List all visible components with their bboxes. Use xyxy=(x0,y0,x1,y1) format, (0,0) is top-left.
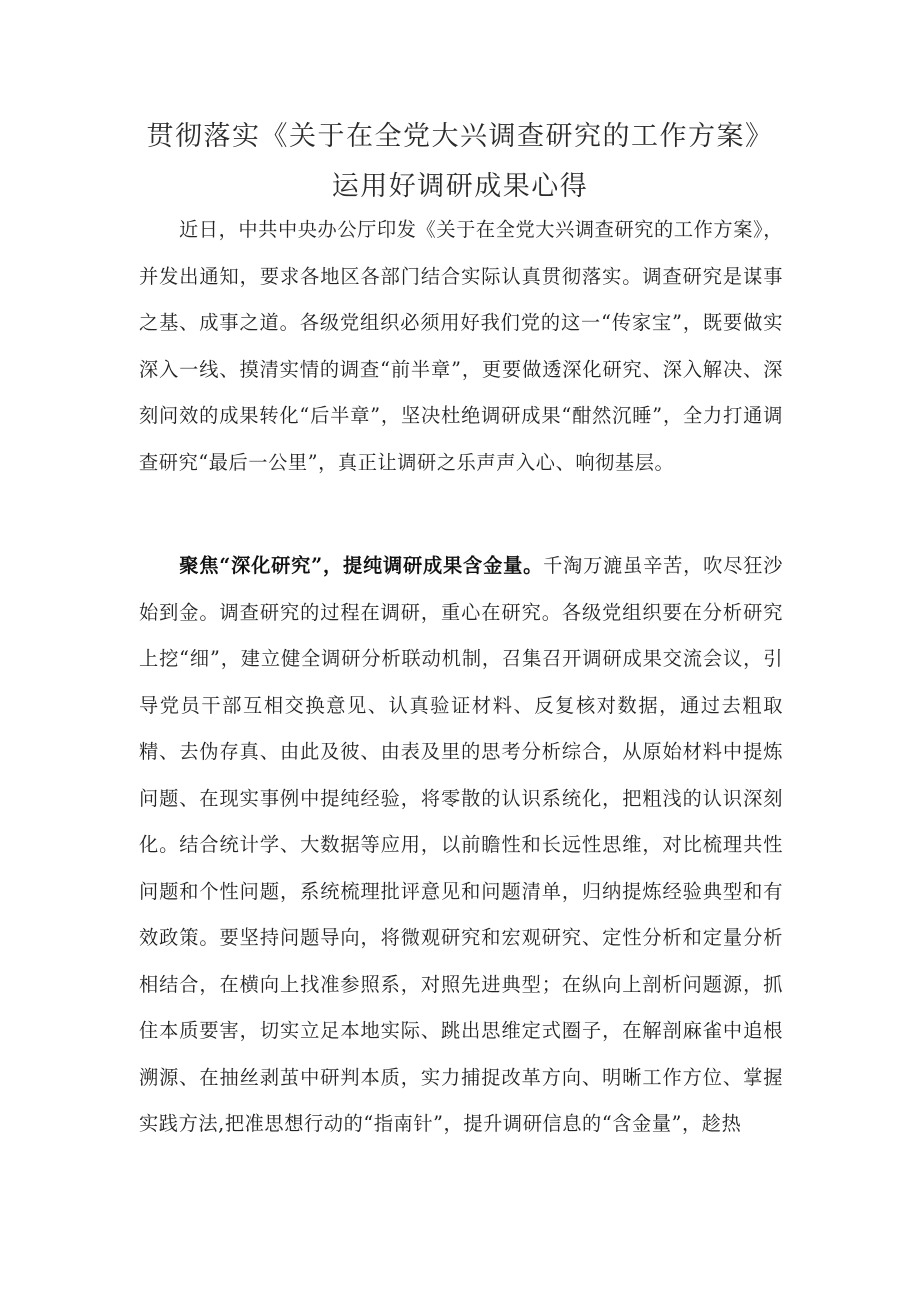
paragraph-intro xyxy=(139,207,783,486)
document-title-line-2: 运用好调研成果心得 xyxy=(331,171,589,202)
paragraph-intro-text: 近日，中共中央办公厅印发《关于在全党大兴调查研究的工作方案》，并发出通知，要求各地区各部门结合实际认真贯彻落实。调查研究是谋事之基、成事之道。各级党组织必须用好我们党的这一“传家宝”，既要做实深入一线、摸清实情的调查“前半章”，更要做透深化研究、深入解决、深刻问效的成果转化“后半章”，坚决杜绝调研成果“酣然沉睡”，全力打通调查研究“最后一公里”，真正让调研之乐声声入心、响彻基层。 xyxy=(139,218,783,474)
paragraph-heading-bold: 聚焦“深化研究”，提纯调研成果含金量。 xyxy=(179,554,544,577)
document-title-line-1: 贯彻落实《关于在全党大兴调查研究的工作方案》 xyxy=(146,121,774,152)
paragraph-deepen-research xyxy=(139,543,783,1148)
paragraph-deepen-research-text: 千淘万漉虽辛苦，吹尽狂沙始到金。调查研究的过程在调研，重心在研究。各级党组织要在分析研究上挖“细”，建立健全调研分析联动机制，召集召开调研成果交流会议，引导党员干部互相交换意见、认真验证材料、反复核对数据，通过去粗取精、去伪存真、由此及彼、由表及里的思考分析综合，从原始材料中提炼问题、在现实事例中提纯经验，将零散的认识系统化，把粗浅的认识深刻化。结合统计学、大数据等应用，以前瞻性和长远性思维，对比梳理共性问题和个性问题，系统梳理批评意见和问题清单，归纳提炼经验典型和有效政策。要坚持问题导向，将微观研究和宏观研究、定性分析和定量分析相结合，在横向上找准参照系，对照先进典型；在纵向上剖析问题源，抓住本质要害，切实立足本地实际、跳出思维定式圈子，在解剖麻雀中追根溯源、在抽丝剥茧中研判本质，实力捕捉改革方向、明晰工作方位、掌握实践方法,把准思想行动的“指南针”，提升调研信息的“含金量”，趁热 xyxy=(139,554,783,1135)
